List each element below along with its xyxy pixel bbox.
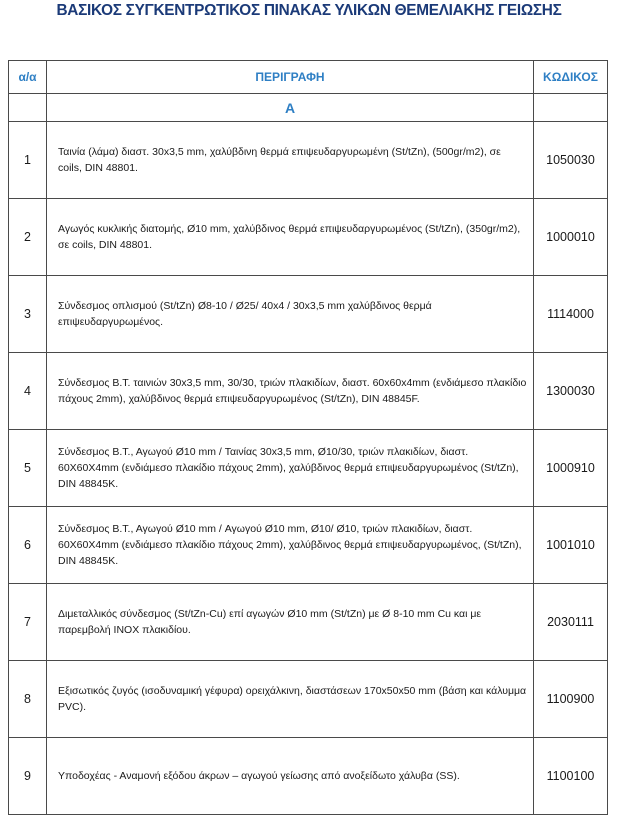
row-code-text: 2030111 xyxy=(547,615,594,629)
row-code-text: 1100900 xyxy=(546,692,595,706)
row-description: Διμεταλλικός σύνδεσμος (St/tZn-Cu) επί αγωγών Ø10 mm (St/tZn) με Ø 8-10 mm Cu και με παρεμβολή INOX πλακιδίου. xyxy=(47,584,534,661)
row-description: Υποδοχέας - Αναμονή εξόδου άκρων – αγωγού γείωσης από ανοξείδωτο χάλυβα (SS). xyxy=(47,738,534,815)
row-code xyxy=(534,738,608,815)
row-description: Ταινία (λάμα) διαστ. 30x3,5 mm, χαλύβδινη θερμά επιψευδαργυρωμένη (St/tZn), (500gr/m2), σε coils, DIN 48801. xyxy=(47,122,534,199)
row-description: Σύνδεσμος Β.Τ. ταινιών 30x3,5 mm, 30/30, τριών πλακιδίων, διαστ. 60x60x4mm (ενδιάμεσο πλακίδιο πάχους 2mm), χαλύβδινος θερμά επιψευδαργυρωμένος (St/tZn), DIN 48845F. xyxy=(47,353,534,430)
table-row xyxy=(9,507,608,584)
group-row xyxy=(9,94,608,122)
row-number: 6 xyxy=(9,507,47,584)
row-code-text: 1050030 xyxy=(546,153,595,167)
row-code-text: 1000910 xyxy=(546,461,595,475)
row-number: 8 xyxy=(9,661,47,738)
group-cell-empty xyxy=(534,94,608,122)
table-row xyxy=(9,430,608,507)
header-description: ΠΕΡΙΓΡΑΦΗ xyxy=(47,61,534,94)
row-description: Σύνδεσμος Β.Τ., Αγωγού Ø10 mm / Ταινίας 30x3,5 mm, Ø10/30, τριών πλακιδίων, διαστ. 60X60X4mm (ενδιάμεσο πλακίδιο πάχους 2mm), χαλύβδινος θερμά επιψευδαργυρωμένος (St/tZn), DIN 48845K. xyxy=(47,430,534,507)
row-description: Σύνδεσμος οπλισμού (St/tZn) Ø8-10 / Ø25/ 40x4 / 30x3,5 mm χαλύβδινος θερμά επιψευδαργυρωμένος. xyxy=(47,276,534,353)
row-code xyxy=(534,507,608,584)
table-row xyxy=(9,584,608,661)
row-number: 5 xyxy=(9,430,47,507)
table-row xyxy=(9,199,608,276)
group-cell-empty xyxy=(9,94,47,122)
group-label: Α xyxy=(47,94,534,122)
row-code xyxy=(534,353,608,430)
row-number: 7 xyxy=(9,584,47,661)
row-number: 2 xyxy=(9,199,47,276)
row-code xyxy=(534,430,608,507)
row-code-text: 1300030 xyxy=(546,384,595,398)
row-code-text: 1001010 xyxy=(546,538,595,552)
row-code xyxy=(534,661,608,738)
materials-table xyxy=(8,60,608,815)
table-header-row xyxy=(9,61,608,94)
row-description: Εξισωτικός ζυγός (ισοδυναμική γέφυρα) ορειχάλκινη, διαστάσεων 170x50x50 mm (βάση και κάλυμμα PVC). xyxy=(47,661,534,738)
table-row xyxy=(9,276,608,353)
row-number: 4 xyxy=(9,353,47,430)
header-num: α/α xyxy=(9,61,47,94)
page-title: ΒΑΣΙΚΟΣ ΣΥΓΚΕΝΤΡΩΤΙΚΟΣ ΠΙΝΑΚΑΣ ΥΛΙΚΩΝ ΘΕΜΕΛΙΑΚΗΣ ΓΕΙΩΣΗΣ xyxy=(56,2,562,19)
header-code: ΚΩΔΙΚΟΣ xyxy=(534,61,608,94)
row-code xyxy=(534,122,608,199)
table-row xyxy=(9,738,608,815)
row-code-text: 1000010 xyxy=(546,230,595,244)
table-row xyxy=(9,353,608,430)
table-row xyxy=(9,661,608,738)
table-row xyxy=(9,122,608,199)
row-code-text: 1114000 xyxy=(547,307,594,321)
row-code xyxy=(534,584,608,661)
row-number: 9 xyxy=(9,738,47,815)
row-description: Σύνδεσμος Β.Τ., Αγωγού Ø10 mm / Αγωγού Ø10 mm, Ø10/ Ø10, τριών πλακιδίων, διαστ. 60X60X4mm (ενδιάμεσο πλακίδιο πάχους 2mm), χαλύβδινος θερμά επιψευδαργυρωμένος, (St/tZn), DIN 48845K. xyxy=(47,507,534,584)
row-number: 3 xyxy=(9,276,47,353)
row-description: Αγωγός κυκλικής διατομής, Ø10 mm, χαλύβδινος θερμά επιψευδαργυρωμένος (St/tZn), (350gr/m2), σε coils, DIN 48801. xyxy=(47,199,534,276)
row-code-text: 1100100 xyxy=(546,769,595,783)
row-code xyxy=(534,199,608,276)
row-number: 1 xyxy=(9,122,47,199)
row-code xyxy=(534,276,608,353)
